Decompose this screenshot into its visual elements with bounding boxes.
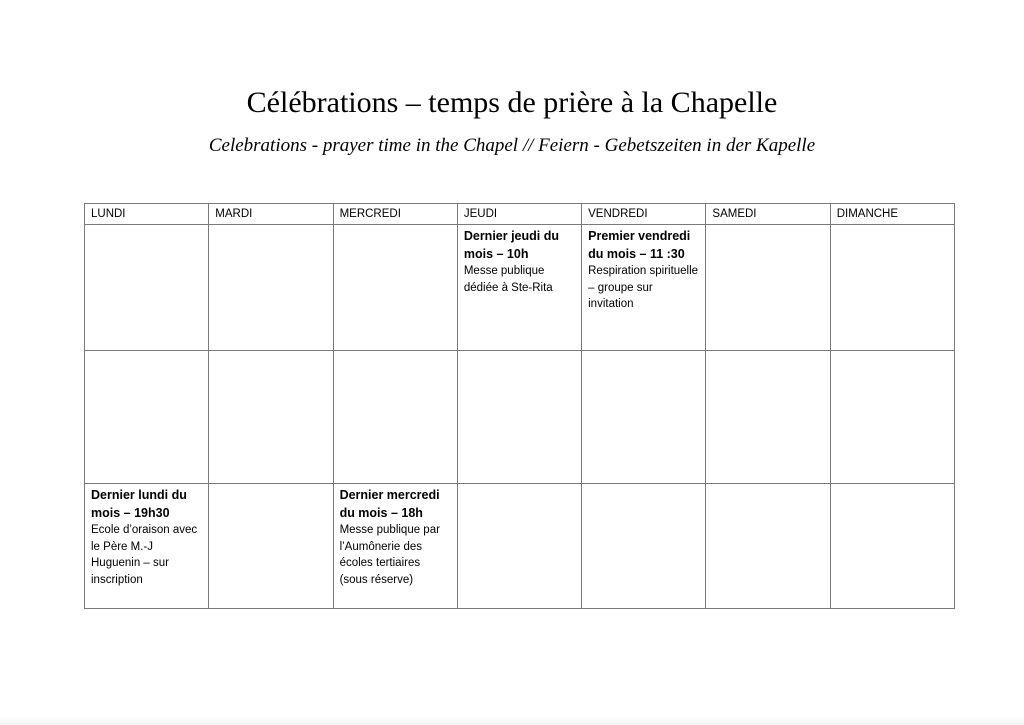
table-header-row	[85, 204, 955, 225]
column-header-vendredi: VENDREDI	[582, 204, 706, 225]
page-subtitle: Celebrations - prayer time in the Chapel // Feiern - Gebetszeiten in der Kapelle	[208, 135, 816, 156]
table-cell	[209, 484, 333, 609]
column-header-lundi: LUNDI	[85, 204, 209, 225]
column-header-mardi: MARDI	[209, 204, 333, 225]
weekly-schedule-table	[84, 203, 955, 609]
table-cell	[830, 484, 954, 609]
table-cell	[457, 484, 581, 609]
table-cell	[830, 351, 954, 484]
event-cell-mercredi	[333, 484, 457, 609]
event-title: Dernier jeudi du mois – 10h	[463, 229, 559, 261]
column-header-dimanche: DIMANCHE	[830, 204, 954, 225]
table-cell	[209, 351, 333, 484]
table-cell	[333, 225, 457, 351]
event-description: Respiration spirituelle – groupe sur invitation	[588, 265, 699, 310]
event-title: Dernier lundi du mois – 19h30	[91, 488, 187, 520]
event-description: Messe publique par l’Aumônerie des écoles tertiaires (sous réserve)	[339, 524, 440, 586]
event-cell-vendredi	[582, 225, 706, 351]
event-cell-lundi	[85, 484, 209, 609]
event-description: Messe publique dédiée à Ste-Rita	[463, 265, 553, 294]
table-row	[85, 484, 955, 609]
table-cell	[85, 351, 209, 484]
table-cell	[333, 351, 457, 484]
event-title: Premier vendredi du mois – 11 :30	[588, 229, 691, 261]
event-cell-jeudi	[457, 225, 581, 351]
table-row	[85, 351, 955, 484]
column-header-mercredi: MERCREDI	[333, 204, 457, 225]
table-cell	[209, 225, 333, 351]
table-row	[85, 225, 955, 351]
event-description: Ecole d’oraison avec le Père M.-J Huguenin – sur inscription	[91, 524, 198, 586]
table-cell	[582, 351, 706, 484]
table-cell	[457, 351, 581, 484]
table-cell	[582, 484, 706, 609]
table-cell	[706, 351, 830, 484]
table-cell	[830, 225, 954, 351]
table-cell	[85, 225, 209, 351]
column-header-jeudi: JEUDI	[457, 204, 581, 225]
page-title: Célébrations – temps de prière à la Chapelle	[246, 86, 778, 119]
table-cell	[706, 484, 830, 609]
event-title: Dernier mercredi du mois – 18h	[339, 488, 440, 520]
table-cell	[706, 225, 830, 351]
page-bottom-edge	[0, 717, 1024, 725]
column-header-samedi: SAMEDI	[706, 204, 830, 225]
